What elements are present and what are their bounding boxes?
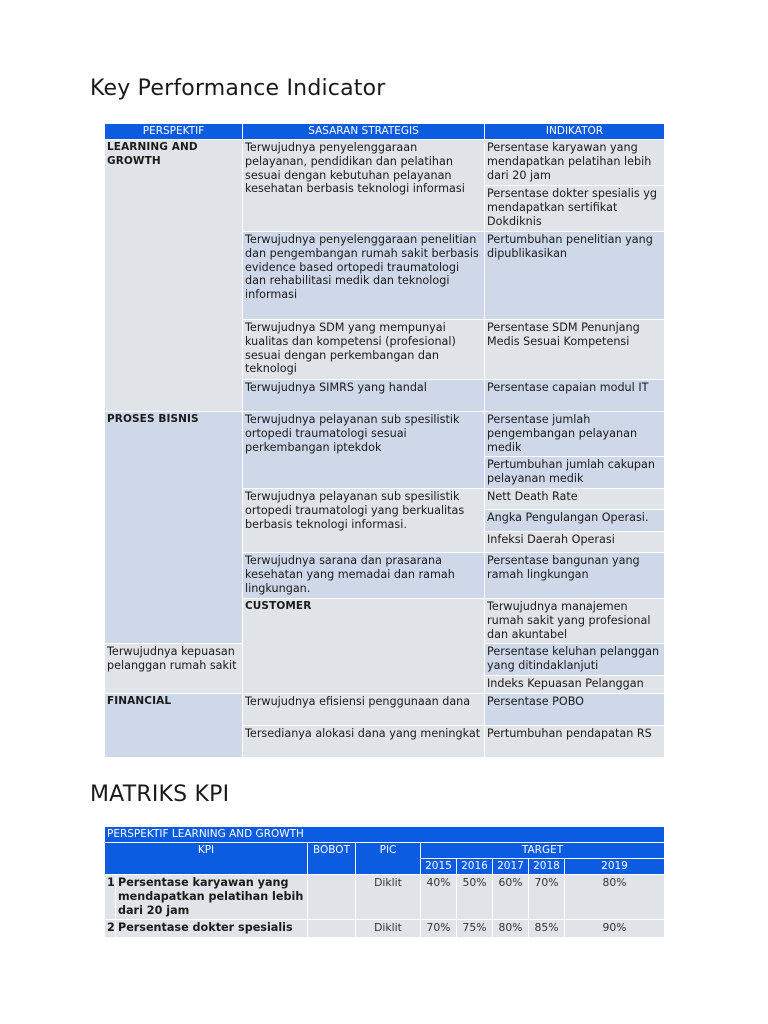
sasaran-cell: Terwujudnya SDM yang mempunyai kualitas dan kompetensi (profesional) sesuai dengan perkembangan dan teknologi xyxy=(243,320,485,380)
target-cell: 75% xyxy=(457,920,493,938)
year-2015: 2015 xyxy=(421,859,457,875)
target-cell: 80% xyxy=(493,920,529,938)
perspective-banner: PERSPEKTIF LEARNING AND GROWTH xyxy=(105,827,665,843)
indikator-cell: Pertumbuhan jumlah cakupan pelayanan medik xyxy=(485,457,665,489)
table-row xyxy=(105,920,665,938)
sasaran-cell: Terwujudnya sarana dan prasarana kesehatan yang memadai dan ramah lingkungan. xyxy=(243,552,485,598)
table-row xyxy=(105,693,665,725)
indikator-cell: Persentase keluhan pelanggan yang ditindaklanjuti xyxy=(485,644,665,676)
year-2018: 2018 xyxy=(529,859,565,875)
section-title-matriks: MATRIKS KPI xyxy=(90,782,230,807)
section-title-kpi: Key Performance Indicator xyxy=(90,76,386,101)
indikator-cell: Angka Pengulangan Operasi. xyxy=(485,510,665,531)
target-cell: 80% xyxy=(565,875,665,920)
row-number: 2 xyxy=(105,920,116,938)
header-indikator: INDIKATOR xyxy=(485,124,665,140)
indikator-cell: Persentase POBO xyxy=(485,693,665,725)
indikator-cell: Persentase capaian modul IT xyxy=(485,380,665,412)
target-cell: 70% xyxy=(529,875,565,920)
sasaran-cell: Terwujudnya manajemen rumah sakit yang profesional dan akuntabel xyxy=(485,598,665,643)
year-2019: 2019 xyxy=(565,859,665,875)
indikator-cell: Pertumbuhan pendapatan RS xyxy=(485,725,665,757)
sasaran-cell: Terwujudnya efisiensi penggunaan dana xyxy=(243,693,485,725)
sasaran-cell: Terwujudnya kepuasan pelanggan rumah sakit xyxy=(105,644,243,693)
pic-cell: Diklit xyxy=(356,875,421,920)
perspective-learning-growth: LEARNING AND GROWTH xyxy=(105,140,243,412)
kpi-name: Persentase dokter spesialis xyxy=(116,920,308,938)
header-target: TARGET xyxy=(421,843,665,859)
pic-cell: Diklit xyxy=(356,920,421,938)
year-2016: 2016 xyxy=(457,859,493,875)
bobot-cell xyxy=(308,920,356,938)
sasaran-cell: Terwujudnya pelayanan sub spesilistik ortopedi traumatologi yang berkualitas berbasis teknologi informasi. xyxy=(243,488,485,552)
bobot-cell xyxy=(308,875,356,920)
indikator-cell: Nett Death Rate xyxy=(485,488,665,509)
sasaran-cell: Terwujudnya penyelenggaraan penelitian dan pengembangan rumah sakit berbasis evidence based ortopedi traumatologi dan rehabilitasi medik dan teknologi informasi xyxy=(243,232,485,320)
perspective-financial: FINANCIAL xyxy=(105,693,243,757)
table-row xyxy=(105,412,665,457)
sasaran-cell: Terwujudnya pelayanan sub spesilistik ortopedi traumatologi sesuai perkembangan iptekdok xyxy=(243,412,485,489)
target-cell: 60% xyxy=(493,875,529,920)
header-perspektif: PERSPEKTIF xyxy=(105,124,243,140)
sasaran-cell: Terwujudnya SIMRS yang handal xyxy=(243,380,485,412)
matrix-banner-row xyxy=(105,827,665,843)
table-row xyxy=(105,875,665,920)
matrix-header-row xyxy=(105,843,665,859)
header-bobot: BOBOT xyxy=(308,843,356,875)
indikator-cell: Infeksi Daerah Operasi xyxy=(485,531,665,552)
table-row xyxy=(105,140,665,186)
perspective-proses-bisnis: PROSES BISNIS xyxy=(105,412,243,644)
year-2017: 2017 xyxy=(493,859,529,875)
header-kpi: KPI xyxy=(105,843,308,875)
indikator-cell: Pertumbuhan penelitian yang dipublikasikan xyxy=(485,232,665,320)
indikator-cell: Persentase SDM Penunjang Medis Sesuai Kompetensi xyxy=(485,320,665,380)
target-cell: 50% xyxy=(457,875,493,920)
target-cell: 90% xyxy=(565,920,665,938)
kpi-table xyxy=(104,123,665,758)
target-cell: 85% xyxy=(529,920,565,938)
indikator-cell: Indeks Kepuasan Pelanggan xyxy=(485,675,665,693)
indikator-cell: Persentase karyawan yang mendapatkan pelatihan lebih dari 20 jam xyxy=(485,140,665,186)
indikator-cell: Persentase dokter spesialis yg mendapatkan sertifikat Dokdiknis xyxy=(485,186,665,232)
header-sasaran-strategis: SASARAN STRATEGIS xyxy=(243,124,485,140)
matrix-kpi-table xyxy=(104,826,665,938)
target-cell: 40% xyxy=(421,875,457,920)
header-pic: PIC xyxy=(356,843,421,875)
indikator-cell: Persentase bangunan yang ramah lingkungan xyxy=(485,552,665,598)
perspective-customer: CUSTOMER xyxy=(243,598,485,693)
sasaran-cell: Tersedianya alokasi dana yang meningkat xyxy=(243,725,485,757)
target-cell: 70% xyxy=(421,920,457,938)
kpi-name: Persentase karyawan yang mendapatkan pelatihan lebih dari 20 jam xyxy=(116,875,308,920)
sasaran-cell: Terwujudnya penyelenggaraan pelayanan, pendidikan dan pelatihan sesuai dengan kebutuhan pelayanan kesehatan berbasis teknologi informasi xyxy=(243,140,485,232)
indikator-cell: Persentase jumlah pengembangan pelayanan medik xyxy=(485,412,665,457)
kpi-table-header xyxy=(105,124,665,140)
row-number: 1 xyxy=(105,875,116,920)
